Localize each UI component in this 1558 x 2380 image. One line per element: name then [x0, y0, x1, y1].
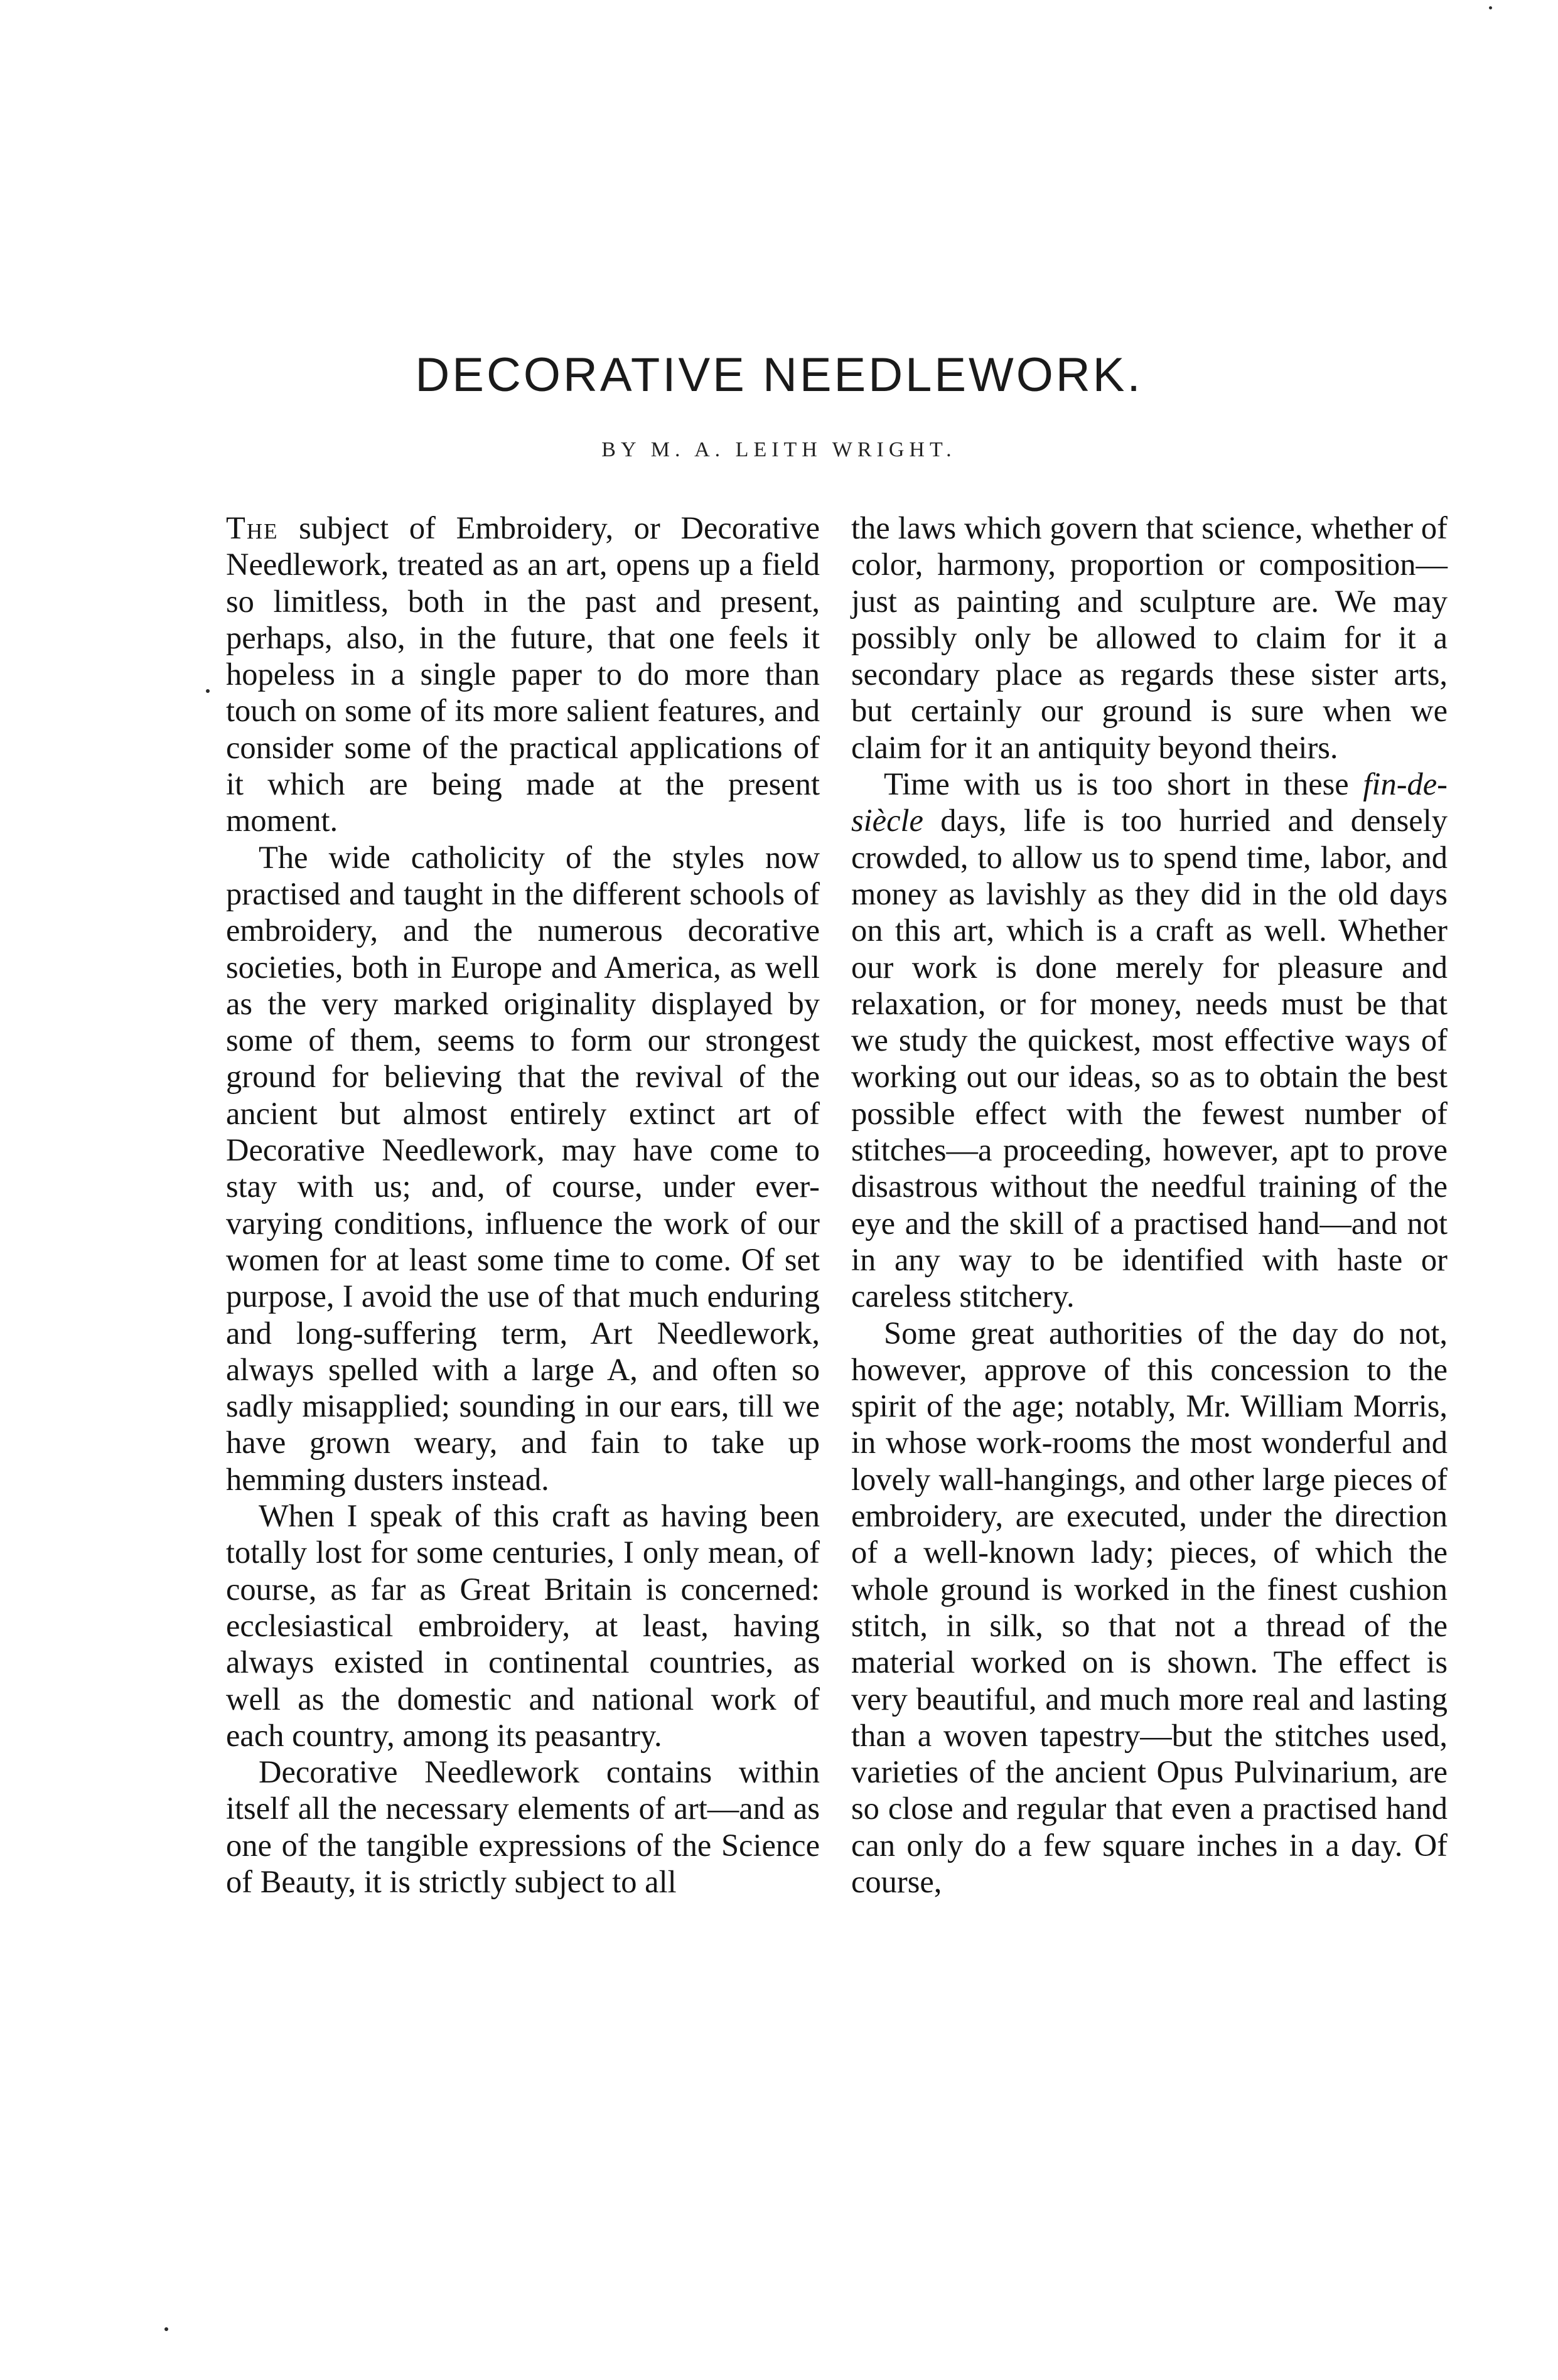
- fin-de-siecle-italic: fin-de-siècle: [851, 766, 1448, 839]
- right-paragraph-2-start: Time with us is too short in these: [884, 766, 1363, 802]
- scan-speck: [206, 689, 210, 693]
- article-byline: BY M. A. LEITH WRIGHT.: [601, 438, 957, 461]
- scan-speck: [1489, 6, 1492, 9]
- right-paragraph-2-rest: days, life is too hurried and densely crowded, to allow us to spend time, labor, and money as lavishly as they did in the old days on this art, which is a craft as well. Whether our work is done merely for pleasure and relaxation, or for money, needs must be that we study the quickest, most effective ways of working out our ideas, so as to obtain the best possible effect with the fewest number of stitches—a proceeding, however, apt to prove disastrous without the needful training of the eye and the skill of a practised hand—and not in any way to be identified with haste or careless stitchery.: [851, 803, 1448, 1314]
- left-paragraph-2: The wide catholicity of the styles now practised and taught in the different schools of embroidery, and the numerous decorative societies, both in Europe and America, as well as the very marked originality displayed by some of them, seems to form our strongest ground for believing that the revival of the ancient but almost entirely extinct art of Decorative Needlework, may have come to stay with us; and, of course, under ever-varying conditions, influence the work of our women for at least some time to come. Of set purpose, I avoid the use of that much enduring and long-suffering term, Art Needlework, always spelled with a large A, and often so sadly misapplied; sounding in our ears, till we have grown weary, and fain to take up hemming dusters instead.: [226, 839, 820, 1497]
- right-paragraph-2: [851, 766, 1448, 1314]
- left-paragraph-1: [226, 510, 820, 839]
- article-title: DECORATIVE NEEDLEWORK.: [415, 348, 1143, 402]
- left-paragraph-4: Decorative Needlework contains within itself all the necessary elements of art—and as one of the tangible expressions of the Science of Beauty, it is strictly subject to all: [226, 1754, 820, 1899]
- right-paragraph-1: the laws which govern that science, whether of color, harmony, proportion or composition—just as painting and sculpture are. We may possibly only be allowed to claim for it a secondary place as regards these sister arts, but certainly our ground is sure when we claim for it an antiquity beyond theirs.: [851, 510, 1448, 765]
- scan-speck: [164, 2327, 168, 2331]
- left-column: [226, 510, 820, 1900]
- left-paragraph-3: When I speak of this craft as having been totally lost for some centuries, I only mean, of course, as far as Great Britain is concerned: ecclesiastical embroidery, at least, having always existed in continental countries, as well as the domestic and national work of each country, among its peasantry.: [226, 1498, 820, 1753]
- left-paragraph-1-text: subject of Embroidery, or Decorative Needlework, treated as an art, opens up a field so limitless, both in the past and present, perhaps, also, in the future, that one feels it hopeless in a single paper to do more than touch on some of its more salient features, and consider some of the practical applications of it which are being made at the present moment.: [226, 510, 820, 839]
- opening-word: The: [226, 510, 279, 545]
- right-column: [851, 510, 1448, 1900]
- right-paragraph-3: Some great authorities of the day do not, however, approve of this concession to the spirit of the age; notably, Mr. William Morris, in whose work-rooms the most wonderful and lovely wall-hangings, and other large pieces of embroidery, are executed, under the direction of a well-known lady; pieces, of which the whole ground is worked in the finest cushion stitch, in silk, so that not a thread of the material worked on is shown. The effect is very beautiful, and much more real and lasting than a woven tapestry—but the stitches used, varieties of the ancient Opus Pulvinarium, are so close and regular that even a practised hand can only do a few square inches in a day. Of course,: [851, 1315, 1448, 1899]
